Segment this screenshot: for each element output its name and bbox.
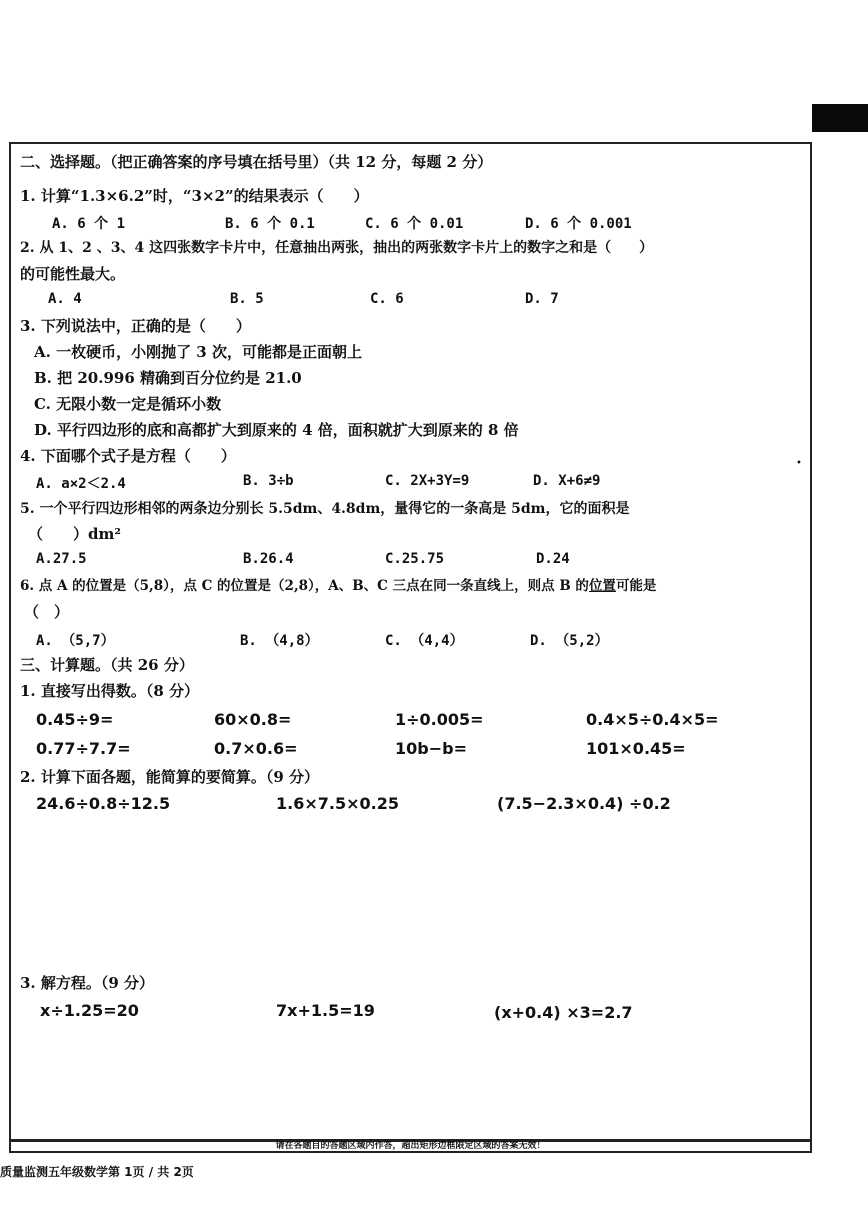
q4-option-d: D. X+6≠9 [533,473,601,489]
q5-option-d: D.24 [536,551,570,567]
p2-item: 1.6×7.5×0.25 [276,794,399,813]
p1-item: 60×0.8= [214,710,292,729]
q4-stem: 4. 下面哪个式子是方程（ ） [20,447,236,465]
q3-option-c: C. 无限小数一定是循环小数 [34,395,222,413]
section2-title: 二、选择题。（把正确答案的序号填在括号里）（共 12 分，每题 2 分） [20,153,493,171]
q6-option-a: A. （5,7） [36,633,115,649]
q5-option-b: B.26.4 [243,551,294,567]
q6-stem-part1: 6. 点 A 的位置是（5,8），点 C 的位置是（2,8），A、B、C 三点在同一条直线上，则点 B 的 [20,578,589,594]
answer-area-notice: 请在各题目的答题区域内作答，超出矩形边框限定区域的答案无效！ [9,1139,812,1153]
p1-item: 1÷0.005= [395,710,484,729]
q1-option-c: C. 6 个 0.01 [365,216,464,232]
q2-stem-line2: 的可能性最大。 [20,265,126,283]
q3-option-a: A. 一枚硬币，小刚抛了 3 次，可能都是正面朝上 [34,343,362,361]
p1-item: 10b−b= [395,739,467,758]
q2-option-a: A. 4 [48,291,82,307]
q6-stem-part3: 可能是 [615,578,657,594]
q1-option-b: B. 6 个 0.1 [225,216,315,232]
p3-item: x÷1.25=20 [40,1001,139,1020]
p1-item: 0.45÷9= [36,710,114,729]
q2-option-d: D. 7 [525,291,559,307]
q2-stem-line1: 2. 从 1、2 、3、4 这四张数字卡片中，任意抽出两张，抽出的两张数字卡片上的数字之和是（ ） [20,240,654,256]
p1-item: 0.7×0.6= [214,739,298,758]
q5-stem-line1: 5. 一个平行四边形相邻的两条边分别长 5.5dm、4.8dm，量得它的一条高是 5dm，它的面积是 [20,501,630,517]
q3-option-b: B. 把 20.996 精确到百分位约是 21.0 [34,369,302,387]
p1-item: 0.4×5÷0.4×5= [586,710,719,729]
p3-item: 7x+1.5=19 [276,1001,375,1020]
q1-option-a: A. 6 个 1 [52,216,126,232]
p2-item: (7.5−2.3×0.4) ÷0.2 [497,794,671,813]
q6-option-b: B. （4,8） [240,633,319,649]
corner-marker [812,104,868,132]
q4-option-c: C. 2X+3Y=9 [385,473,470,489]
q2-option-b: B. 5 [230,291,264,307]
q1-stem: 1. 计算“1.3×6.2”时，“3×2”的结果表示（ ） [20,187,369,205]
q6-stem-line1 [20,577,656,595]
q5-option-c: C.25.75 [385,551,445,567]
p1-item: 101×0.45= [586,739,686,758]
stray-dot: • [796,458,802,469]
q6-stem-underlined: 位置 [588,578,616,594]
p3-title: 3. 解方程。（9 分） [20,974,155,992]
p1-title: 1. 直接写出得数。（8 分） [20,682,200,700]
q5-option-a: A.27.5 [36,551,87,567]
q4-option-a: A. a×2＜2.4 [36,476,126,492]
q2-option-c: C. 6 [370,291,404,307]
section3-title: 三、计算题。（共 26 分） [20,656,194,674]
q6-stem-line2: （ ） [24,603,70,621]
p3-item: (x+0.4) ×3=2.7 [494,1003,633,1022]
q3-option-d: D. 平行四边形的底和高都扩大到原来的 4 倍，面积就扩大到原来的 8 倍 [34,421,519,439]
q4-option-b: B. 3÷b [243,473,294,489]
q1-option-d: D. 6 个 0.001 [525,216,632,232]
q3-stem: 3. 下列说法中，正确的是（ ） [20,317,251,335]
p2-item: 24.6÷0.8÷12.5 [36,794,171,813]
p2-title: 2. 计算下面各题，能简算的要简算。（9 分） [20,768,320,786]
q6-option-c: C. （4,4） [385,633,464,649]
p1-item: 0.77÷7.7= [36,739,131,758]
page-footer: 质量监测五年级数学第 1页 / 共 2页 [0,1165,194,1179]
q5-stem-line2: （ ）dm² [28,525,121,543]
q6-option-d: D. （5,2） [530,633,609,649]
